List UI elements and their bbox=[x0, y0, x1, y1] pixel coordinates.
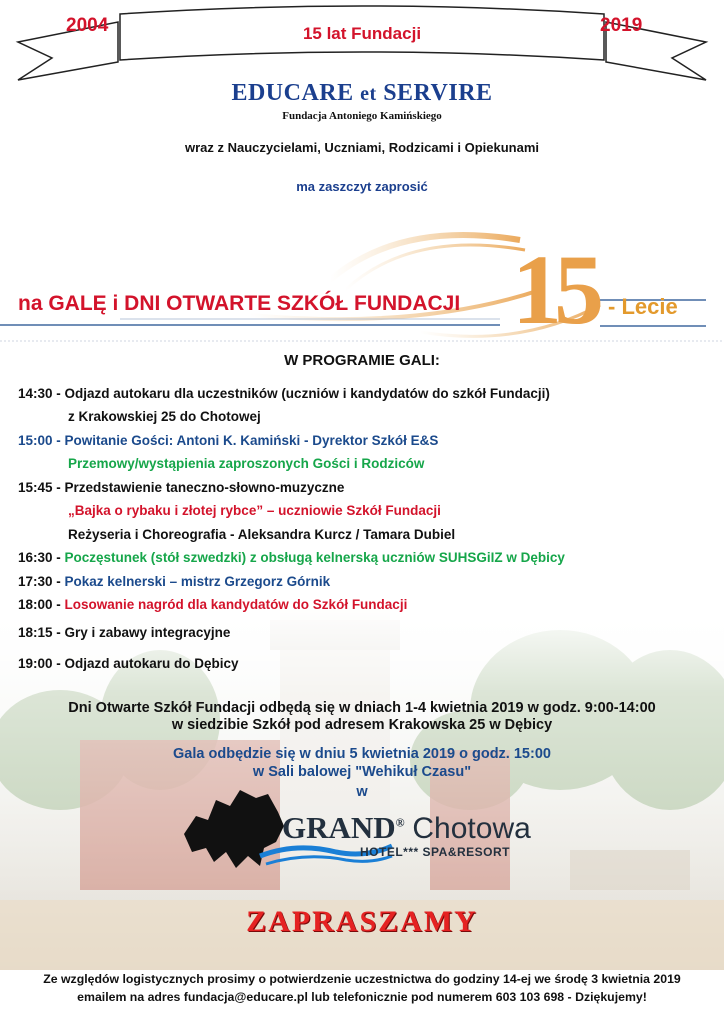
program-row bbox=[18, 550, 565, 565]
logo-word-1: EDUCARE bbox=[231, 80, 354, 106]
intro-line-1: wraz z Nauczycielami, Uczniami, Rodzicami i Opiekunami bbox=[184, 140, 539, 155]
footer-line-2: emailem na adres fundacja@educare.pl lub telefonicznie pod numerem 603 103 698 - Dziękujemy! bbox=[77, 990, 647, 1004]
logo-word-2: et bbox=[360, 83, 377, 105]
program-row-text: Pokaz kelnerski – mistrz Grzegorz Górnik bbox=[64, 574, 331, 589]
program-row bbox=[68, 409, 261, 424]
program-row bbox=[68, 503, 441, 518]
gala-info-line-2: w Sali balowej "Wehikuł Czasu" bbox=[252, 764, 472, 780]
program-row-text: 14:30 - Odjazd autokaru dla uczestników (uczniów i kandydatów do szkół Fundacji) bbox=[18, 386, 550, 401]
gala-title: na GALĘ i DNI OTWARTE SZKÓŁ FUNDACJI bbox=[18, 292, 461, 315]
program-heading: W PROGRAMIE GALI: bbox=[284, 352, 440, 369]
hotel-sub-spa: SPA&RESORT bbox=[422, 845, 510, 859]
program-row-text: Losowanie nagród dla kandydatów do Szkół Fundacji bbox=[64, 597, 408, 612]
program-row-text: Poczęstunek (stół szwedzki) z obsługą kelnerską uczniów SUHSGiIZ w Dębicy bbox=[64, 550, 565, 565]
program-row-text: 18:15 - Gry i zabawy integracyjne bbox=[18, 625, 231, 640]
program-row-text: Przemowy/wystąpienia zaproszonych Gości i Rodziców bbox=[68, 456, 425, 471]
registered-mark: ® bbox=[395, 815, 405, 830]
program-row bbox=[18, 574, 330, 589]
program-row-text: 15:00 - Powitanie Gości: Antoni K. Kamiński - Dyrektor Szkół E&S bbox=[18, 433, 439, 448]
year-start: 2004 bbox=[66, 15, 109, 36]
gala-info-line-1: Gala odbędzie się w dniu 5 kwietnia 2019 o godz. 15:00 bbox=[173, 746, 551, 762]
swoosh-decoration bbox=[0, 220, 724, 360]
program-row-text: 19:00 - Odjazd autokaru do Dębicy bbox=[18, 656, 239, 671]
program-row-text: z Krakowskiej 25 do Chotowej bbox=[68, 409, 261, 424]
program-row-text: „Bajka o rybaku i złotej rybce” – uczniowie Szkół Fundacji bbox=[68, 503, 441, 518]
open-days-line-2: w siedzibie Szkół pod adresem Krakowska 25 w Dębicy bbox=[171, 717, 553, 733]
intro-line-2: ma zaszczyt zaprosić bbox=[296, 179, 428, 194]
program-row bbox=[18, 625, 230, 640]
open-days-line-1: Dni Otwarte Szkół Fundacji odbędą się w dniach 1-4 kwietnia 2019 w godz. 9:00-14:00 bbox=[68, 700, 656, 716]
anniversary-suffix: - Lecie bbox=[608, 294, 678, 319]
logo-word-3: SERVIRE bbox=[383, 80, 493, 106]
gala-info-line-3: w bbox=[356, 784, 368, 800]
banner-title: 15 lat Fundacji bbox=[302, 24, 422, 43]
year-end: 2019 bbox=[600, 15, 643, 36]
hotel-subtitle bbox=[360, 845, 510, 859]
anniversary-number: 15 bbox=[512, 234, 596, 345]
program-row-text: 15:45 - Przedstawienie taneczno-słowno-muzyczne bbox=[18, 480, 345, 495]
program-row bbox=[18, 656, 239, 671]
foundation-logo bbox=[0, 80, 724, 107]
program-row bbox=[68, 527, 455, 542]
program-row bbox=[18, 480, 344, 495]
hotel-name-grand: GRAND bbox=[282, 810, 396, 845]
hotel-stars: *** bbox=[403, 845, 419, 859]
program-row bbox=[18, 597, 407, 612]
program-row-text: Reżyseria i Choreografia - Aleksandra Kurcz / Tamara Dubiel bbox=[68, 527, 456, 542]
invite-headline: ZAPRASZAMY bbox=[246, 905, 478, 938]
hotel-name-chotowa: Chotowa bbox=[412, 812, 531, 845]
program-row-time: 16:30 - bbox=[18, 550, 65, 565]
program-row bbox=[68, 456, 424, 471]
hotel-name bbox=[282, 810, 531, 846]
footer-line-1: Ze względów logistycznych prosimy o potwierdzenie uczestnictwa do godziny 14-ej we środę 3 kwietnia 2019 bbox=[43, 972, 681, 986]
ribbon-banner bbox=[0, 0, 724, 90]
program-row bbox=[18, 433, 438, 448]
hotel-sub-hotel: HOTEL bbox=[360, 845, 404, 859]
program-row-time: 17:30 - bbox=[18, 574, 65, 589]
program-row-time: 18:00 - bbox=[18, 597, 65, 612]
program-row bbox=[18, 386, 550, 401]
logo-subtitle: Fundacja Antoniego Kamińskiego bbox=[282, 110, 442, 122]
